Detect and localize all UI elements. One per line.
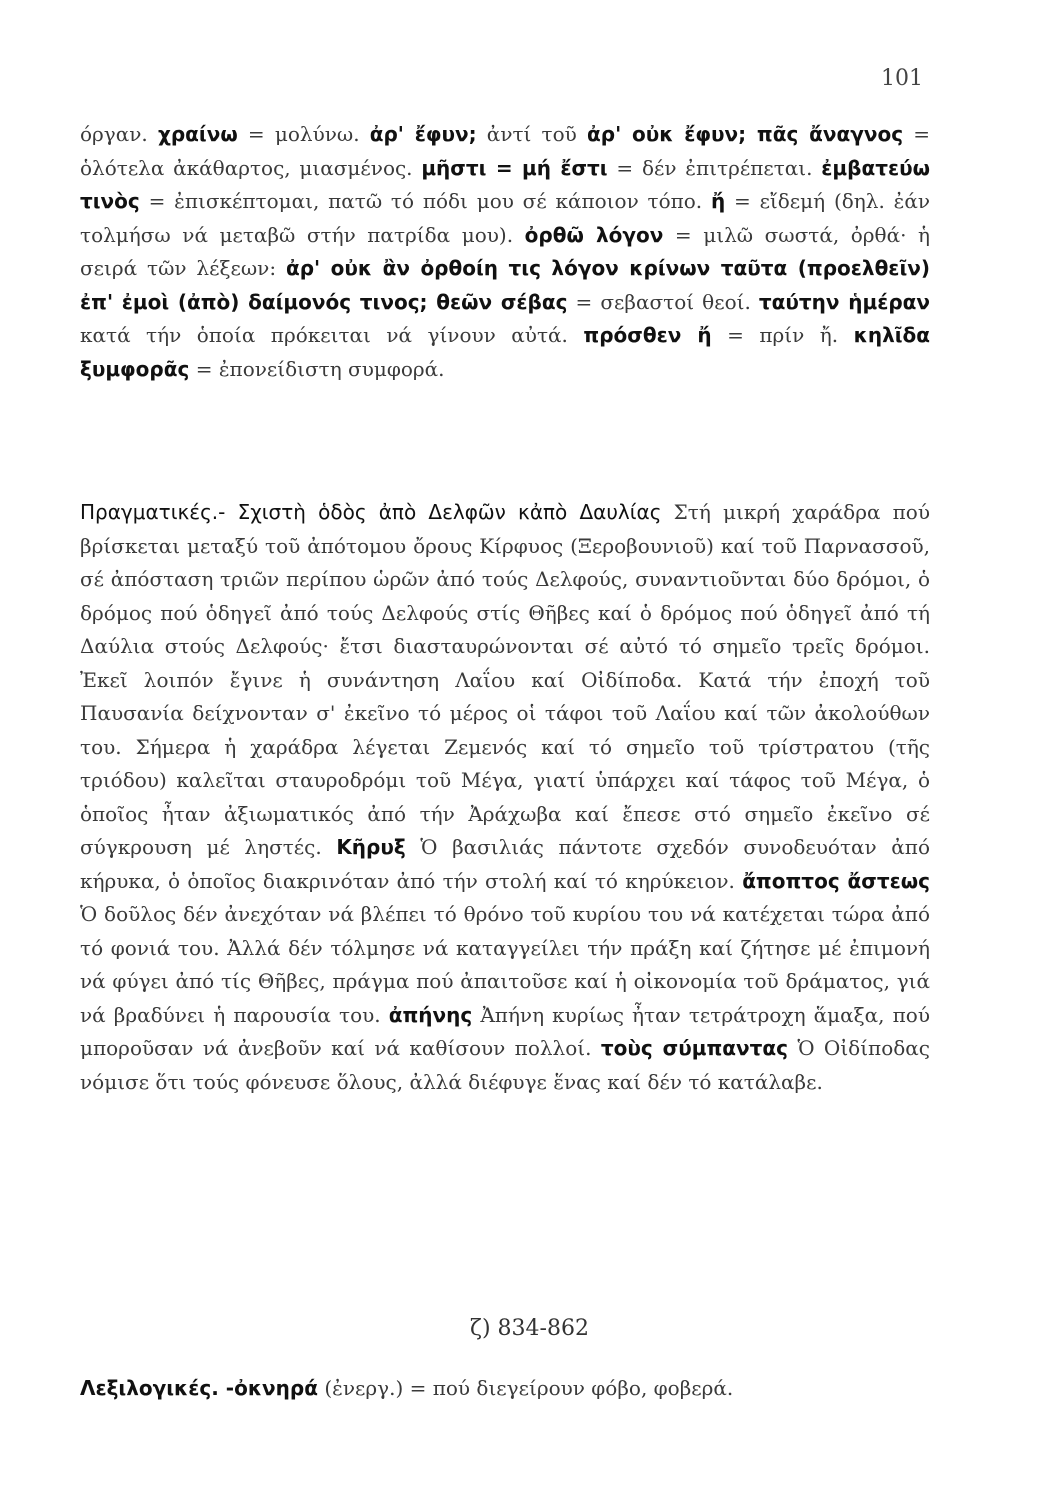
- note-text: = σεβαστοί θεοί.: [567, 289, 759, 314]
- lemma-term: ταύτην ἡμέραν: [758, 289, 931, 314]
- lemma-term: τοὺς σύμπαντας: [600, 1036, 789, 1060]
- factual-notes-body: [80, 500, 930, 1094]
- note-text: = δέν ἐπιτρέπεται.: [607, 155, 822, 180]
- note-text: = πρίν ἤ.: [711, 323, 854, 347]
- note-text: Στή μικρή χαράδρα πού βρίσκεται μεταξύ τοῦ ἀπότομου ὄρους Κίρφυος (Ξεροβουνιοῦ) καί τοῦ Παρνασσοῦ, σέ ἀπόσταση τριῶν περίπου ὡρῶν ἀπό τούς Δελφούς, συναντιοῦνται δύο δρόμοι, ὁ δρόμος πού ὁδηγεῖ ἀπό τούς Δελφούς στίς Θῆβες καί ὁ δρόμος πού ὁδηγεῖ ἀπό τή Δαύλια στούς Δελφούς· ἔτσι διασταυρώνονται σέ αὐτό τό σημεῖο τρεῖς δρόμοι. Ἐκεῖ λοιπόν ἔγινε ἡ συνάντηση Λαΐου καί Οἰδίποδα. Κατά τήν ἐποχή τοῦ Παυσανία δείχνονταν σ' ἐκεῖνο τό μέρος οἱ τάφοι τοῦ Λαΐου καί τῶν ἀκολούθων του. Σήμερα ἡ χαράδρα λέγεται Ζεμενός καί τό σημεῖο τοῦ τρίστρατου (τῆς τριόδου) καλεῖται σταυροδρόμι τοῦ Μέγα, γιατί ὑπάρχει καί τάφος τοῦ Μέγα, ὁ ὁποῖος ἦταν ἀξιωματικός ἀπό τήν Ἀράχωβα καί ἔπεσε στό σημεῖο ἐκεῖνο σέ σύγκρουση μέ ληστές.: [80, 500, 931, 859]
- vocabulary-notes-paragraph: [80, 118, 930, 386]
- lemma-term: Λεξιλογικές. -ὀκνηρά: [80, 1376, 318, 1400]
- note-text: Ὁ Οἰδίποδας νόμισε ὅτι τούς φόνευσε ὅλους, ἀλλά διέφυγε ἕνας καί δέν τό κατάλαβε.: [80, 1036, 930, 1094]
- note-text: = ἐπισκέπτομαι, πατῶ τό πόδι μου σέ κάποιον τόπο.: [139, 189, 711, 213]
- note-text: = ἐπονείδιστη συμφορά.: [189, 356, 445, 381]
- factual-notes-heading: Πραγματικές.- Σχιστὴ ὁδὸς ἀπὸ Δελφῶν κἀπὸ Δαυλίας: [80, 500, 662, 524]
- note-text: = μιλῶ σωστά, ὀρθά· ἡ σειρά τῶν λέξεων:: [80, 222, 930, 280]
- note-text: Ὁ βασιλιάς πάντοτε σχεδόν συνοδευόταν ἀπό κήρυκα, ὁ ὁποῖος διακρινόταν ἀπό τήν στολή καί τό κηρύκειον.: [80, 835, 930, 893]
- lemma-term: ἐμβατεύω τινὸς: [80, 155, 930, 213]
- lemma-term: μῆστι = μή ἔστι: [421, 155, 608, 180]
- lemma-term: ἄποπτος ἄστεως: [742, 868, 930, 893]
- note-text: όργαν.: [80, 122, 158, 146]
- note-text: Ὁ δοῦλος δέν ἀνεχόταν νά βλέπει τό θρόνο τοῦ κυρίου του νά κατέχεται τώρα ἀπό τό φονιά του. Ἀλλά δέν τόλμησε νά καταγγείλει τήν πράξη καί ζήτησε μέ ἐπιμονή νά φύγει ἀπό τίς Θῆβες, πράγμα πού ἀπαιτοῦσε καί ἡ οἰκονομία τοῦ δράματος, γιά νά βραδύνει ἡ παρουσία του.: [80, 902, 930, 1027]
- lemma-term: ἀρ' οὐκ ἔφυν; πᾶς ἄναγνος: [587, 122, 904, 146]
- lemma-term: ἀπήνης: [388, 1002, 473, 1027]
- note-text: = εἴδεμή (δηλ. ἐάν τολμήσω νά μεταβῶ στήν πατρίδα μου).: [80, 189, 930, 247]
- lemma-term: πρόσθεν ἤ: [583, 323, 712, 347]
- note-text: ἀντί τοῦ: [476, 122, 588, 146]
- lemma-term: κηλῖδα ξυμφορᾶς: [80, 323, 931, 381]
- lemma-term: χραίνω: [157, 122, 238, 146]
- section-marker: ζ) 834-862: [470, 1316, 589, 1341]
- note-text: = ὁλότελα ἀκάθαρτος, μιασμένος.: [80, 122, 931, 180]
- lemma-term: ὀρθῶ λόγον: [524, 222, 664, 247]
- lemma-term: ἀρ' ἔφυν;: [369, 122, 477, 146]
- factual-notes-paragraph: [80, 496, 930, 1099]
- lemma-term: Κῆρυξ: [336, 835, 406, 859]
- lemma-term: ἤ: [710, 189, 726, 213]
- note-text: = μολύνω.: [237, 122, 370, 146]
- lemma-term: ἀρ' οὐκ ἂν ὀρθοίη τις λόγον κρίνων ταῦτα (προελθεῖν) ἐπ' ἐμοὶ (ἀπὸ) δαίμονός τινος; θεῶν σέβας: [80, 256, 930, 314]
- note-text: Ἀπήνη κυρίως ἦταν τετράτροχη ἅμαξα, πού μποροῦσαν νά ἀνεβοῦν καί νά καθίσουν πολλοί.: [80, 1002, 930, 1060]
- lexical-notes-paragraph: [80, 1372, 930, 1406]
- page-number: 101: [881, 66, 923, 91]
- note-text: κατά τήν ὁποία πρόκειται νά γίνουν αὐτά.: [80, 323, 584, 347]
- note-text: (ἐνεργ.) = πού διεγείρουν φόβο, φοβερά.: [317, 1376, 734, 1400]
